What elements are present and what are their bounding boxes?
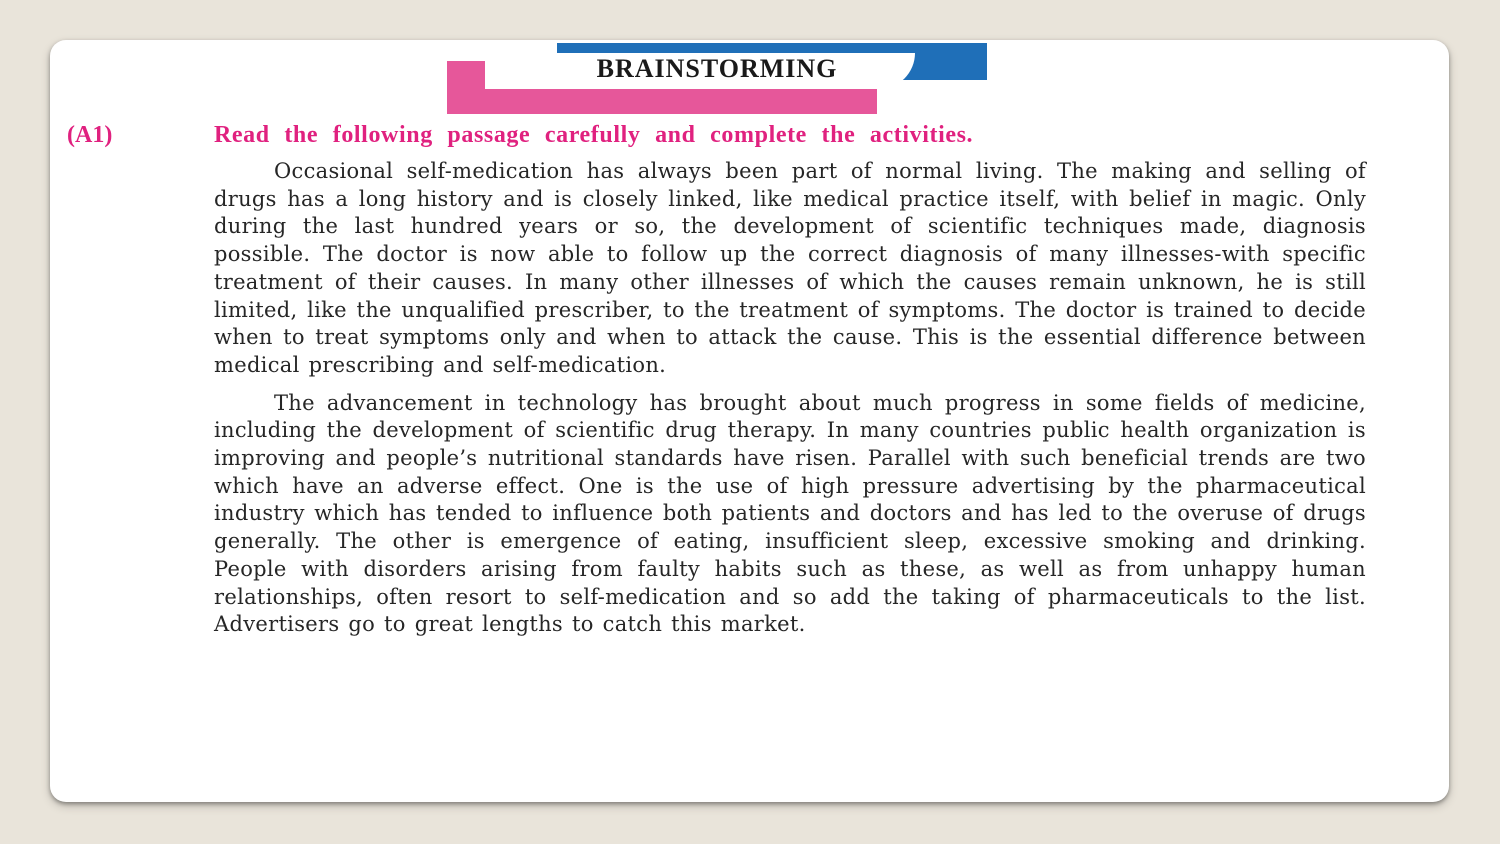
- slide-card: [50, 40, 1449, 802]
- brainstorming-banner: [447, 43, 987, 119]
- banner-title: BRAINSTORMING: [596, 54, 838, 83]
- activity-number: (A1): [67, 122, 113, 148]
- reading-passage: [214, 158, 1366, 649]
- activity-instruction: Read the following passage carefully and complete the activities.: [214, 122, 974, 148]
- passage-paragraph-2: The advancement in technology has brought about much progress in some fields of medicine, including the development of scientific drug therapy. In many countries public health organization is improving and people’s nutritional standards have risen. Parallel with such beneficial trends are two which have an adverse effect. One is the use of high pressure advertising by the pharmaceutical industry which has tended to influence both patients and doctors and has led to the overuse of drugs generally. The other is emergence of eating, insufficient sleep, excessive smoking and drinking. People with disorders arising from faulty habits such as these, as well as from unhappy human relationships, often resort to self-medication and so add the taking of pharmaceuticals to the list. Advertisers go to great lengths to catch this market.: [214, 390, 1366, 637]
- passage-paragraph-1: Occasional self-medication has always been part of normal living. The making and selling of drugs has a long history and is closely linked, like medical practice itself, with belief in magic. Only during the last hundred years or so, the development of scientific techniques made, diagnosis possible. The doctor is now able to follow up the correct diagnosis of many illnesses-with specific treatment of their causes. In many other illnesses of which the causes remain unknown, he is still limited, like the unqualified prescriber, to the treatment of symptoms. The doctor is trained to decide when to treat symptoms only and when to attack the cause. This is the essential difference between medical prescribing and self-medication.: [214, 159, 1366, 377]
